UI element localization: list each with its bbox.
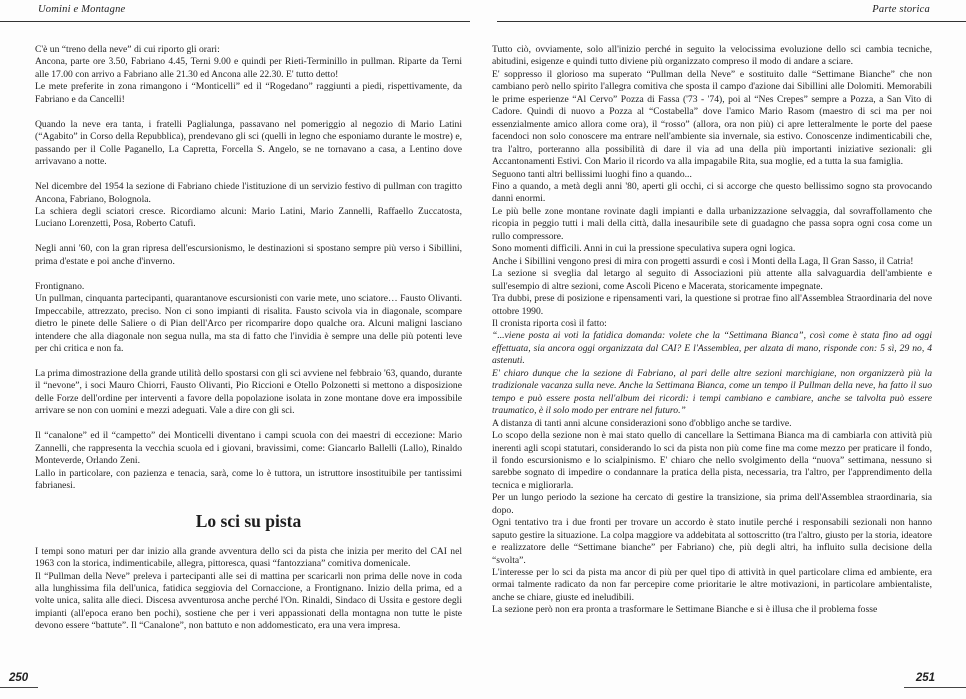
paragraph-group [35, 430, 462, 492]
header-rule-left [0, 21, 470, 22]
page-number-rule-right [904, 687, 966, 688]
page-number-right: 251 [915, 672, 935, 684]
paragraph: Il “Pullman della Neve” preleva i partecipanti alle sei di mattina per scaricarli non prima delle nove in coda alla lunghissima fila dell'unica, fatidica seggiovia del Cornaccione, a Frontignano. Inizio della prima, ed a volte unica, salita alle dieci. Discesa avventurosa anche perché l'On. Rinaldi, Sindaco di Ussita e gestore degli impianti (all'epoca erano ben pochi), sostiene che per i veri appassionati della montagna non tutte le piste devono essere “battute”. Il “Canalone”, non battuto e non addomesticato, era una vera impresa. [35, 570, 462, 632]
paragraph: Le mete preferite in zona rimangono i “Monticelli” ed il “Rogedano” raggiunti a piedi, rispettivamente, da Fabriano e da Cancelli! [35, 81, 462, 105]
paragraph: E' chiaro dunque che la sezione di Fabriano, al pari delle altre sezioni marchigiane, non organizzerà più la tradizionale vacanza sulla neve. Anche la Settimana Bianca, come un tempo il Pullman della neve, ha fatto il suo tempo e può essere posta nell'album dei ricordi: i tempi cambiano e cambiare, anche se talvolta può essere traumatico, è il solo modo per entrare nel futuro.” [492, 367, 932, 417]
paragraph: Frontignano. [35, 280, 85, 292]
paragraph-group [35, 281, 462, 356]
paragraph: E' soppresso il glorioso ma superato “Pullman della Neve” e sostituito dalle “Settimane Bianche” che non cambiano però nello spirito l'allegra comitiva che sposta il campo d'azione dai Sibillini alle Dolomiti. Memorabili le prime esperienze “Al Cervo” Pozza di Fassa ('73 - '74), poi al “Nes Crepes” sempre a Pozza, a San Vito di Cadore. Quindi di nuovo a Pozza al “Costabella” dove l'amico Mario Rasom (maestro di sci ma per noi essenzialmente amico allora come ora), il “rosso” (allora, ora non più) ci apre letteralmente le porte del paese facendoci non solo conoscere ma entrare nell'ambiente sia invernale, sia estivo. Conoscenze indimenticabili che, tra l'altro, porteranno alla possibilità di dare il via ad una della più importanti iniziative sezionali: gli Accantonamenti Estivi. Con Mario il ricordo va alla impagabile Rita, sua moglie, ed a tutta la sua famiglia. [492, 68, 932, 168]
paragraph: Un pullman, cinquanta partecipanti, quarantanove escursionisti con varie mete, uno sciatore… Fausto Olivanti. Impeccabile, attrezzato, preciso. Non ci sono impianti di risalita. Fausto scivola via in diagonale, scompare dietro le pinete delle Saliere o di Pian dell'Arco per ricomparire dopo qualche ora. Alcuni maligni lasciano intendere che alla diagonale non segua nulla, ma sta di fatto che l'invidia è sempre una delle più potenti leve per chi critica e non fa. [35, 293, 462, 355]
paragraph-group [35, 119, 462, 169]
page-number-rule-left [0, 687, 38, 688]
paragraph: Tra dubbi, prese di posizione e ripensamenti vari, la questione si protrae fino all'Assemblea Straordinaria del nove ottobre 1990. [492, 293, 932, 317]
paragraph: Le più belle zone montane rovinate dagli impianti e dalla urbanizzazione selvaggia, dal sovraffollamento che ricopia in peggio tutti i mali della città, dalla inesauribile sete di guadagno che passa sopra ogni cosa come un rullo compressore. [492, 205, 932, 242]
paragraph: C'è un “treno della neve” di cui riporto gli orari: [35, 44, 220, 55]
paragraph: Il cronista riporta così il fatto: [492, 317, 607, 329]
paragraph: La schiera degli sciatori cresce. Ricordiamo alcuni: Mario Latini, Mario Zannelli, Raffaello Zuccatosta, Luciano Lorenzetti, Posa, Roberto Catufi. [35, 205, 462, 230]
left-page-content [35, 44, 462, 633]
section-heading: Lo sci su pista [195, 510, 302, 531]
paragraph: I tempi sono maturi per dar inizio alla grande avventura dello sci da pista che inizia per merito del CAI nel 1963 con la storica, indimenticabile, allegra, pittoresca, quasi “fantozziana” comitiva domenicale. [35, 545, 462, 570]
paragraph-group [35, 44, 462, 106]
running-header-left: Uomini e Montagne [38, 4, 126, 15]
paragraph: Quando la neve era tanta, i fratelli Paglialunga, passavano nel pomeriggio al negozio di Mario Latini (“Agabito” in Corso della Repubblica), prendevano gli sci (quelli in legno che esponiamo durante le mostre) e, passando per il Colle Paganello, La Capretta, Forcella S. Angelo, se ne tornavano a casa, a Lentino dove arrivavano a notte. [35, 118, 462, 168]
paragraph: Lallo in particolare, con pazienza e tenacia, sarà, come lo è tuttora, un istruttore insostituibile per tantissimi fabrianesi. [35, 467, 462, 492]
paragraph: Anche i Sibillini vengono presi di mira con progetti assurdi e così i Monti della Laga, Il Gran Sasso, il Catria! [492, 255, 914, 267]
running-header-right: Parte storica [872, 4, 930, 15]
paragraph: Sono momenti difficili. Anni in cui la pressione speculativa supera ogni logica. [492, 243, 796, 255]
paragraph-group [35, 368, 462, 418]
paragraph: La prima dimostrazione della grande utilità dello spostarsi con gli sci avviene nel febbraio '63, quando, durante il “nevone”, i soci Mauro Chiorri, Fausto Olivanti, Pio Riccioni e Otello Polzonetti si mettono a disposizione delle Forze dell'ordine per interventi a favore della popolazione isolata in zone montane dove era impossibile arrivare se non con uomini e mezzi adeguati. Vale a dire con gli sci. [35, 368, 462, 417]
paragraph: L'interesse per lo sci da pista ma ancor di più per quel tipo di attività in quel particolare clima ed ambiente, era ormai talmente radicato da non far percepire come prioritarie le altre motivazioni, in particolare ambientaliste, anche se chiare, giuste ed ineludibili. [492, 567, 932, 603]
paragraph-group [35, 181, 462, 231]
paragraph: Tutto ciò, ovviamente, solo all'inizio perché in seguito la velocissima evoluzione dello sci cambia tecniche, abitudini, esigenze e quindi tutto diviene più organizzato compreso il modo di andare a sciare. [492, 44, 932, 68]
paragraph: Seguono tanti altri bellissimi luoghi fino a quando... [492, 168, 692, 180]
paragraph: Negli anni '60, con la gran ripresa dell'escursionismo, le destinazioni si spostano sempre più verso i Sibillini, prima d'estate e poi anche d'inverno. [35, 243, 462, 267]
paragraph: “...viene posta ai voti la fatidica domanda: volete che la “Settimana Bianca”, così come è stata fino ad oggi effettuata, sia ancora oggi organizzata dal CAI? E l'Assemblea, per alzata di mano, risponde con: 5 sì, 29 no, 4 astenuti. [492, 330, 932, 367]
paragraph: Ogni tentativo tra i due fronti per trovare un accordo è stato inutile perché i responsabili sezionali non hanno saputo gestire la situazione. La colpa maggiore va addebitata al sottoscritto (tra l'altro, giusto per la storia, ideatore e realizzatore delle “Settimane bianche” per Fabriano) che, più degli altri, ha influito sulla decisione della “svolta”. [492, 517, 932, 566]
paragraph: Fino a quando, a metà degli anni '80, aperti gli occhi, ci si accorge che questo bellissimo sogno sta provocando danni enormi. [492, 180, 932, 205]
paragraph: Lo scopo della sezione non è mai stato quello di cancellare la Settimana Bianca ma di cambiarla con attività più inerenti agli scopi statutari, considerando lo sci da pista non più come fine ma come mezzo per praticare il fondo, il fondo escursionismo e lo scialpinismo. E' chiaro che nello svolgimento della “nuova” settimana, nessuno si sarebbe sognato di impedire o condannare la pratica della pista, necessaria, tra l'altro, per l'apprendimento della tecnica e migliorarla. [492, 430, 932, 491]
paragraph: Nel dicembre del 1954 la sezione di Fabriano chiede l'istituzione di un servizio festivo di pullman con tragitto Ancona, Fabriano, Bolognola. [35, 181, 462, 205]
paragraph: La sezione però non era pronta a trasformare le Settimane Bianche e si è illusa che il problema fosse [492, 604, 878, 616]
paragraph: Per un lungo periodo la sezione ha cercato di gestire la transizione, sia prima dell'Assemblea straordinaria, sia dopo. [492, 492, 932, 516]
page-right [487, 0, 966, 699]
page-number-left: 250 [9, 672, 29, 684]
page-left [0, 0, 470, 699]
paragraph-group [35, 243, 462, 268]
header-rule-right [497, 21, 966, 22]
paragraph: Il “canalone” ed il “campetto” dei Monticelli diventano i campi scuola con dei maestri di eccezione: Mario Zannelli, che rappresenta la vecchia scuola ed i giovani, bravissimi, come: Giancarlo Ballelli (Lallo), Rinaldo Monteverde, Orlando Zeni. [35, 430, 462, 467]
paragraph: La sezione si sveglia dal letargo al seguito di Associazioni più attente alla salvaguardia dell'ambiente e sull'esempio di altre sezioni, come Ascoli Piceno e Macerata, storicamente impegnate. [492, 268, 932, 292]
paragraph: Ancona, parte ore 3.50, Fabriano 4.45, Terni 9.00 e quindi per Rieti-Terminillo in pullman. Riparte da Terni alle 17.00 con arrivo a Fabriano alle 21.30 ed Ancona alle 22.30. E' tutto detto! [35, 56, 462, 80]
right-page-content [492, 44, 932, 617]
paragraph: A distanza di tanti anni alcune considerazioni sono d'obbligo anche se tardive. [492, 417, 792, 429]
paragraph-group [35, 546, 462, 633]
